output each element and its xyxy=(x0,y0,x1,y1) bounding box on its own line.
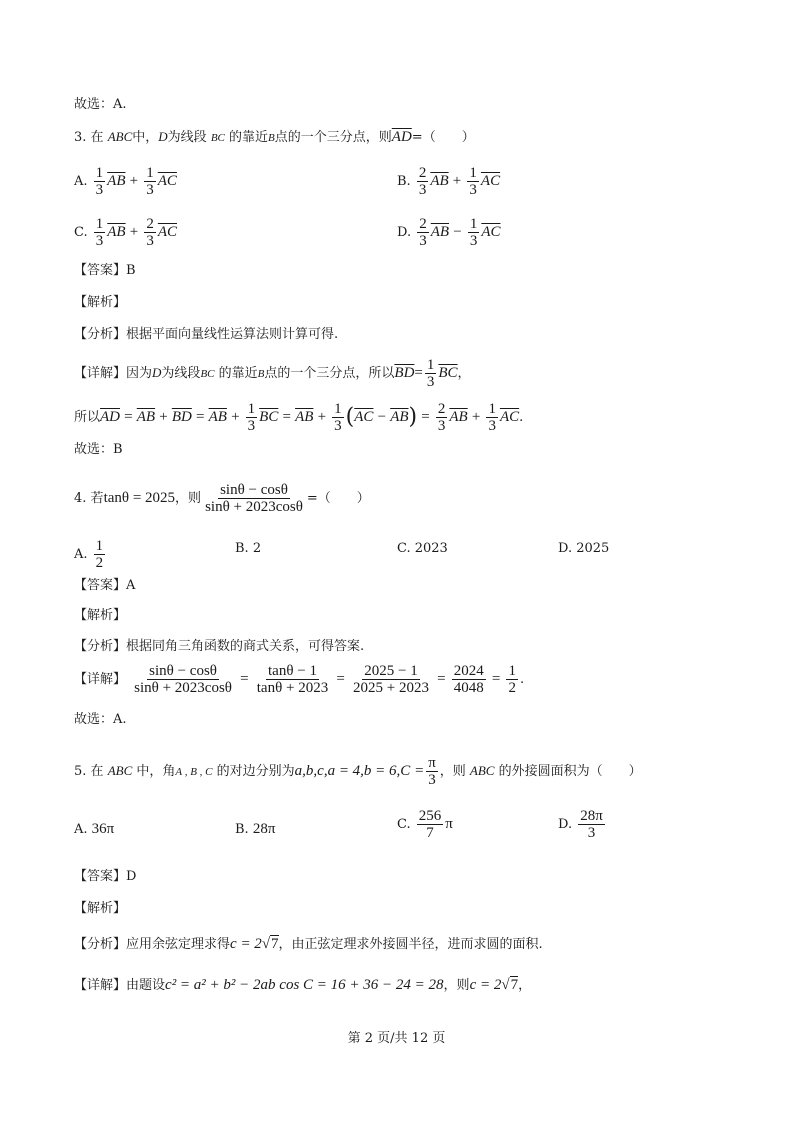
q4-xiangjie: 【详解】 $\frac{\sin\theta - \cos\theta}{\sin\theta + 2023\cos\theta}$ = $\frac{\tan\theta - 1}{\tan\theta + 2023}$ = $\frac{2025 - 1}{2025 + 2023}$ = $\frac{2024}{4048}$ = $\frac{1}{2}$ . xyxy=(74,663,525,696)
q5-option-d[interactable]: D. $\frac{28\pi}{3}$ xyxy=(558,808,603,841)
q3-option-b[interactable]: B. $\frac{2}{3}$ $\overline{AB}$ + $\frac{1}{3}$ $\overline{AC}$ xyxy=(397,165,501,198)
q4-answer: 【答案】A xyxy=(74,578,136,593)
q3-option-a[interactable]: A. $\frac{1}{3}$ $\overline{AB}$ + $\frac{1}{3}$ $\overline{AC}$ xyxy=(74,165,177,198)
q4-choice: 故选：A. xyxy=(74,712,127,727)
q3-xiangjie: 【详解】因为D为线段BC 的靠近B点的一个三分点，所以$\overline{BD}=$ $\frac{1}{3}$ $\overline{BC}$， xyxy=(74,357,471,390)
q3-analysis-tag: 【解析】 xyxy=(74,295,127,310)
q5-fenxi: 【分析】应用余弦定理求得c = 2√7，由正弦定理求外接圆半径，进而求圆的面积. xyxy=(74,936,543,952)
q3-option-d[interactable]: D. $\frac{2}{3}$ $\overline{AB}$ − $\frac{1}{3}$ $\overline{AC}$ xyxy=(397,216,501,249)
q4-option-d[interactable]: D. 2025 xyxy=(558,541,610,556)
q5-analysis-tag: 【解析】 xyxy=(74,901,127,916)
q3-derivation: 所以$\overline{AD} = \overline{AB} + \overline{BD} = \overline{AB}$ + $\frac{1}{3}$ $\overline{BC} = \overline{AB}$ + $\frac{1}{3}$ $(\overline{AC} - \overline{AB})$ = $\frac{2}{3}$ $\overline{AB}$ + $\frac{1}{3}$ $\overline{AC}$. xyxy=(74,401,524,434)
q4-option-c[interactable]: C. 2023 xyxy=(397,541,448,556)
q3-fenxi: 【分析】根据平面向量线性运算法则计算可得. xyxy=(74,327,339,342)
q4-fenxi: 【分析】根据同角三角函数的商式关系，可得答案. xyxy=(74,639,365,654)
q3-choice: 故选：B xyxy=(74,442,123,457)
q5-option-c[interactable]: C. $\frac{256}{7}$ π xyxy=(397,808,453,841)
q3-stem: 3. 在 ABC中，D为线段 BC 的靠近B点的一个三分点，则$\overline{AD}=$（ ） xyxy=(74,129,475,145)
q5-option-b[interactable]: B. 28π xyxy=(235,821,276,837)
q3-option-c[interactable]: C. $\frac{1}{3}$ $\overline{AB}$ + $\frac{2}{3}$ $\overline{AC}$ xyxy=(74,216,178,249)
q5-option-a[interactable]: A. 36π xyxy=(74,821,115,837)
q4-stem: 4. 若tanθ = 2025，则 $\frac{\sin\theta - \cos\theta}{\sin\theta + 2023\cos\theta}$ =（ ） xyxy=(74,482,370,515)
prev-choice: 故选：A. xyxy=(74,97,127,112)
page-footer: 第 2 页/共 12 页 xyxy=(347,1031,446,1046)
q4-option-b[interactable]: B. 2 xyxy=(235,541,262,556)
q3-answer: 【答案】B xyxy=(74,263,136,278)
q5-stem: 5. 在 ABC 中，角A , B , C 的对边分别为a,b,c,a = 4,b = 6,C = $\frac{\pi}{3}$ ，则 ABC 的外接圆面积为（ ） xyxy=(74,755,642,788)
q4-option-a[interactable]: A. $\frac{1}{2}$ xyxy=(74,538,104,571)
q5-answer: 【答案】D xyxy=(74,869,137,884)
q5-xiangjie: 【详解】由题设c² = a² + b² − 2ab cos C = 16 + 36 − 24 = 28，则c = 2√7， xyxy=(74,977,532,993)
q4-analysis-tag: 【解析】 xyxy=(74,608,127,623)
